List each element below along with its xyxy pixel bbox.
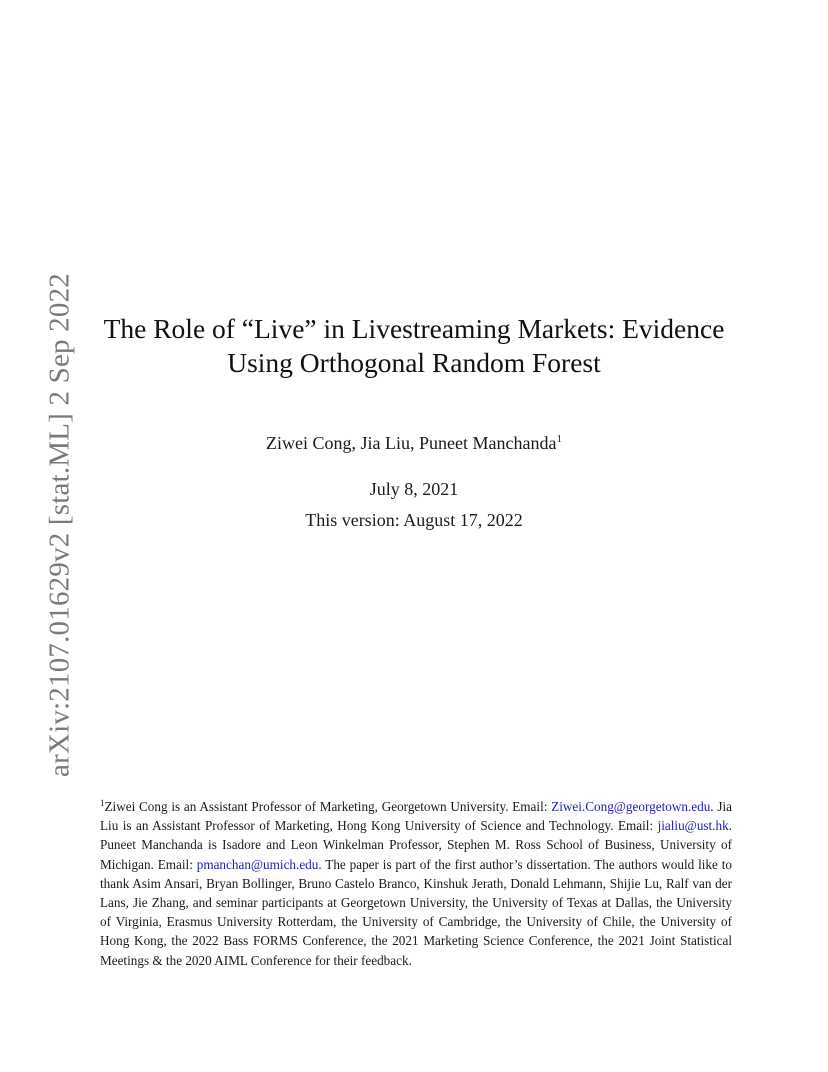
title-line-1: The Role of “Live” in Livestreaming Markets: Evidence (103, 313, 725, 344)
author-footnote-mark: 1 (556, 433, 562, 445)
email-link-manchanda[interactable]: pmanchan@umich.edu (196, 856, 319, 872)
footnote-mark: 1 (100, 798, 105, 808)
arxiv-identifier-stamp: arXiv:2107.01629v2 [stat.ML] 2 Sep 2022 (43, 273, 76, 777)
footnote-text-4: . The paper is part of the first author’s dissertation. The authors would like to thank Asim Ansari, Bryan Bollinger, Bruno Castelo Branco, Kinshuk Jerath, Donald Lehmann, Shijie Lu, Ralf van der Lans, Jie Zhang, and seminar participants at Georgetown University, the University of Texas at Dallas, the University of Virginia, Erasmus University Rotterdam, the University of Cambridge, the University of Chile, the University of Hong Kong, the 2022 Bass FORMS Conference, the 2021 Marketing Science Conference, the 2021 Joint Statistical Meetings & the 2020 AIML Conference for their feedback. (100, 856, 732, 968)
footnote-text-3: . Puneet Manchanda is Isadore and Leon Winkelman Professor, Stephen M. Ross School of Business, University of Michigan. Email: (100, 818, 732, 872)
paper-date: July 8, 2021 (369, 479, 459, 499)
paper-title (66, 312, 762, 380)
paper-version: This version: August 17, 2022 (305, 510, 523, 530)
authors-text: Ziwei Cong, Jia Liu, Puneet Manchanda (266, 433, 557, 453)
footnote-text-1: Ziwei Cong is an Assistant Professor of Marketing, Georgetown University. Email: (104, 799, 552, 814)
author-footnote (100, 794, 732, 970)
email-link-cong[interactable]: Ziwei.Cong@georgetown.edu (551, 799, 711, 814)
author-list (0, 428, 828, 454)
email-link-liu[interactable]: jialiu@ust.hk (657, 818, 729, 834)
title-line-2: Using Orthogonal Random Forest (227, 347, 601, 378)
footnote-text-2: . Jia Liu is an Assistant Professor of Marketing, Hong Kong University of Science and Technology. Email: (100, 799, 732, 834)
